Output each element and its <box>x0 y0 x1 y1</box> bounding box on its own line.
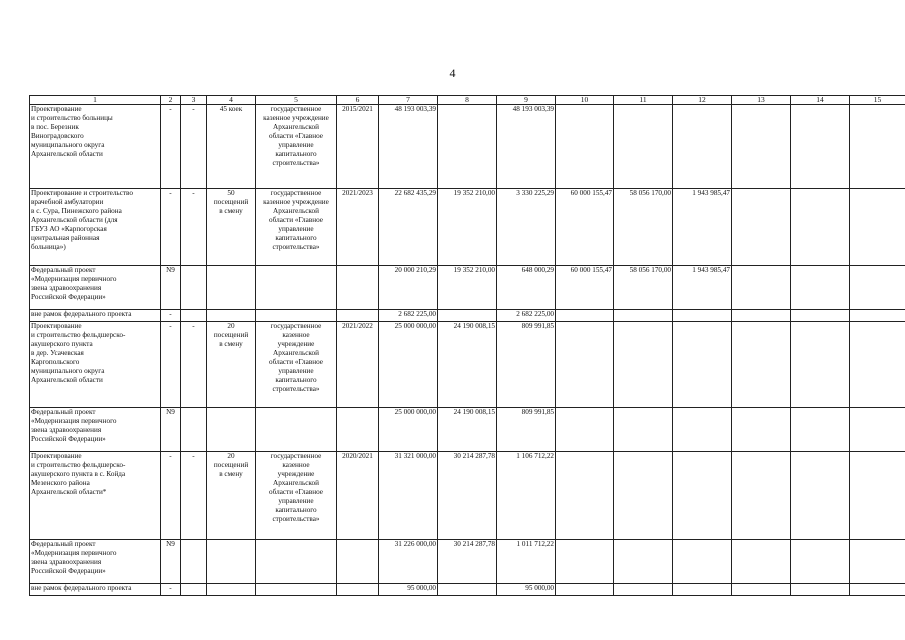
data-table <box>29 95 905 596</box>
table-cell: 2 682 225,00 <box>497 310 556 322</box>
table-cell <box>673 322 732 408</box>
table-cell: 648 000,29 <box>497 266 556 310</box>
table-cell <box>791 189 850 266</box>
table-cell <box>732 105 791 189</box>
table-cell <box>614 584 673 596</box>
column-header: 7 <box>379 96 438 105</box>
column-header: 11 <box>614 96 673 105</box>
table-cell: 30 214 287,78 <box>438 540 497 584</box>
table-cell: 20 посещений в смену <box>207 452 256 540</box>
column-header: 14 <box>791 96 850 105</box>
table-cell <box>438 584 497 596</box>
table-cell: 2020/2021 <box>337 452 379 540</box>
table-cell <box>791 408 850 452</box>
table-cell <box>732 322 791 408</box>
table-cell <box>256 584 337 596</box>
table-cell <box>791 310 850 322</box>
table-cell: - <box>161 105 181 189</box>
table-cell <box>614 310 673 322</box>
table-cell <box>556 105 614 189</box>
table-cell: Проектирование и строительство больницы в пос. Березник Виноградовского муниципального округа Архангельской области <box>30 105 161 189</box>
table-cell <box>850 189 905 266</box>
table-cell: 19 352 210,00 <box>438 189 497 266</box>
table-cell: 2015/2021 <box>337 105 379 189</box>
table-cell <box>207 408 256 452</box>
table-cell: Проектирование и строительство фельдшерско- акушерского пункта в дер. Усачевская Каргопольского муниципального округа Архангельской области <box>30 322 161 408</box>
table-cell: государственное казенное учреждение Архангельской области «Главное управление капитального строительства» <box>256 452 337 540</box>
table-cell: N9 <box>161 266 181 310</box>
table-cell <box>556 452 614 540</box>
table-cell: - <box>161 189 181 266</box>
table-cell <box>614 322 673 408</box>
table-cell <box>850 105 905 189</box>
table-cell: вне рамок федерального проекта <box>30 584 161 596</box>
table-cell <box>614 540 673 584</box>
table-cell <box>337 310 379 322</box>
table-cell <box>337 540 379 584</box>
table-cell: 58 056 170,00 <box>614 189 673 266</box>
table-cell: Федеральный проект «Модернизация первичного звена здравоохранения Российской Федерации» <box>30 266 161 310</box>
table-row <box>30 310 905 322</box>
table-cell <box>181 266 207 310</box>
table-cell: 95 000,00 <box>497 584 556 596</box>
table-cell: 48 193 003,39 <box>497 105 556 189</box>
table-cell: 2021/2022 <box>337 322 379 408</box>
table-cell <box>207 540 256 584</box>
table-cell: - <box>181 322 207 408</box>
table-cell <box>673 540 732 584</box>
table-cell <box>181 584 207 596</box>
table-cell <box>850 540 905 584</box>
column-header: 3 <box>181 96 207 105</box>
page-number: 4 <box>449 66 456 80</box>
table-row <box>30 322 905 408</box>
table-cell: 30 214 287,78 <box>438 452 497 540</box>
table-row <box>30 452 905 540</box>
table-cell <box>181 408 207 452</box>
table-cell: 19 352 210,00 <box>438 266 497 310</box>
table-cell: 22 682 435,29 <box>379 189 438 266</box>
table-row <box>30 189 905 266</box>
table-cell: Проектирование и строительство фельдшерско- акушерского пункта в с. Койда Мезенского района Архангельской области* <box>30 452 161 540</box>
table-row <box>30 540 905 584</box>
column-header: 9 <box>497 96 556 105</box>
table-cell <box>673 105 732 189</box>
table-cell <box>556 584 614 596</box>
table-cell: - <box>161 584 181 596</box>
table-cell: 1 943 985,47 <box>673 266 732 310</box>
table-cell <box>850 310 905 322</box>
column-header: 15 <box>850 96 905 105</box>
table-cell: - <box>181 105 207 189</box>
table-cell: N9 <box>161 540 181 584</box>
table-cell <box>556 322 614 408</box>
table-cell <box>850 322 905 408</box>
table-cell: 1 106 712,22 <box>497 452 556 540</box>
table-row <box>30 584 905 596</box>
column-header: 10 <box>556 96 614 105</box>
table-row <box>30 266 905 310</box>
table-cell <box>337 408 379 452</box>
table-cell: N9 <box>161 408 181 452</box>
table-cell <box>207 310 256 322</box>
table-cell: 24 190 008,15 <box>438 408 497 452</box>
table-cell: 25 000 000,00 <box>379 322 438 408</box>
table-cell <box>732 540 791 584</box>
table-cell: 60 000 155,47 <box>556 189 614 266</box>
table-cell: 24 190 008,15 <box>438 322 497 408</box>
table-cell <box>791 452 850 540</box>
table-cell <box>207 266 256 310</box>
table-cell: 31 321 000,00 <box>379 452 438 540</box>
table-cell: 20 000 210,29 <box>379 266 438 310</box>
table-cell <box>850 266 905 310</box>
table-cell: 31 226 000,00 <box>379 540 438 584</box>
table-cell: 1 011 712,22 <box>497 540 556 584</box>
table-cell: - <box>181 189 207 266</box>
table-cell <box>556 408 614 452</box>
table-cell: 60 000 155,47 <box>556 266 614 310</box>
table-cell: 809 991,85 <box>497 322 556 408</box>
table-cell: - <box>161 310 181 322</box>
column-header: 6 <box>337 96 379 105</box>
table-cell: Федеральный проект «Модернизация первичного звена здравоохранения Российской Федерации» <box>30 408 161 452</box>
table-cell <box>438 105 497 189</box>
table-cell <box>732 452 791 540</box>
table-cell: 1 943 985,47 <box>673 189 732 266</box>
table-cell: 25 000 000,00 <box>379 408 438 452</box>
table-cell: вне рамок федерального проекта <box>30 310 161 322</box>
table-cell: - <box>181 452 207 540</box>
table-cell: 3 330 225,29 <box>497 189 556 266</box>
table-cell <box>207 584 256 596</box>
table-row <box>30 408 905 452</box>
table-cell: - <box>161 322 181 408</box>
table-cell <box>850 452 905 540</box>
table-cell: государственное казенное учреждение Архангельской области «Главное управление капитального строительства» <box>256 189 337 266</box>
table-cell <box>791 322 850 408</box>
table-cell: - <box>161 452 181 540</box>
column-header: 4 <box>207 96 256 105</box>
column-header: 13 <box>732 96 791 105</box>
table-cell: 95 000,00 <box>379 584 438 596</box>
column-header: 8 <box>438 96 497 105</box>
table-cell <box>256 408 337 452</box>
table-cell <box>614 105 673 189</box>
table-cell <box>337 266 379 310</box>
table-cell <box>673 452 732 540</box>
table-row <box>30 105 905 189</box>
table-cell: 2021/2023 <box>337 189 379 266</box>
table-cell <box>256 310 337 322</box>
table-cell <box>181 310 207 322</box>
table-cell <box>556 540 614 584</box>
table-cell <box>791 105 850 189</box>
table-cell <box>256 540 337 584</box>
table-cell: Проектирование и строительство врачебной амбулатории в с. Сура, Пинежского района Архангельской области (для ГБУЗ АО «Карпогорская центральная районная больница») <box>30 189 161 266</box>
table-cell: Федеральный проект «Модернизация первичного звена здравоохранения Российской Федерации» <box>30 540 161 584</box>
table-cell <box>732 584 791 596</box>
header-row <box>30 96 905 105</box>
table-cell <box>556 310 614 322</box>
table-cell <box>337 584 379 596</box>
table-cell: государственное казенное учреждение Архангельской области «Главное управление капитального строительства» <box>256 105 337 189</box>
table-cell: 48 193 003,39 <box>379 105 438 189</box>
table-cell <box>673 408 732 452</box>
table-cell <box>256 266 337 310</box>
table-cell <box>791 540 850 584</box>
table-cell <box>850 584 905 596</box>
table-cell <box>181 540 207 584</box>
table-cell: 2 682 225,00 <box>379 310 438 322</box>
table-cell <box>732 408 791 452</box>
table-cell <box>791 584 850 596</box>
table-cell <box>614 408 673 452</box>
table-cell: 20 посещений в смену <box>207 322 256 408</box>
table-cell <box>732 266 791 310</box>
table-cell: 58 056 170,00 <box>614 266 673 310</box>
table-cell <box>732 310 791 322</box>
column-header: 1 <box>30 96 161 105</box>
table-cell <box>732 189 791 266</box>
table-cell <box>614 452 673 540</box>
table-cell <box>673 584 732 596</box>
table-cell <box>438 310 497 322</box>
column-header: 5 <box>256 96 337 105</box>
table-cell: государственное казенное учреждение Архангельской области «Главное управление капитального строительства» <box>256 322 337 408</box>
table-cell: 45 коек <box>207 105 256 189</box>
table-cell <box>791 266 850 310</box>
table-cell <box>673 310 732 322</box>
column-header: 2 <box>161 96 181 105</box>
table-cell: 809 991,85 <box>497 408 556 452</box>
table-cell: 50 посещений в смену <box>207 189 256 266</box>
column-header: 12 <box>673 96 732 105</box>
table-cell <box>850 408 905 452</box>
